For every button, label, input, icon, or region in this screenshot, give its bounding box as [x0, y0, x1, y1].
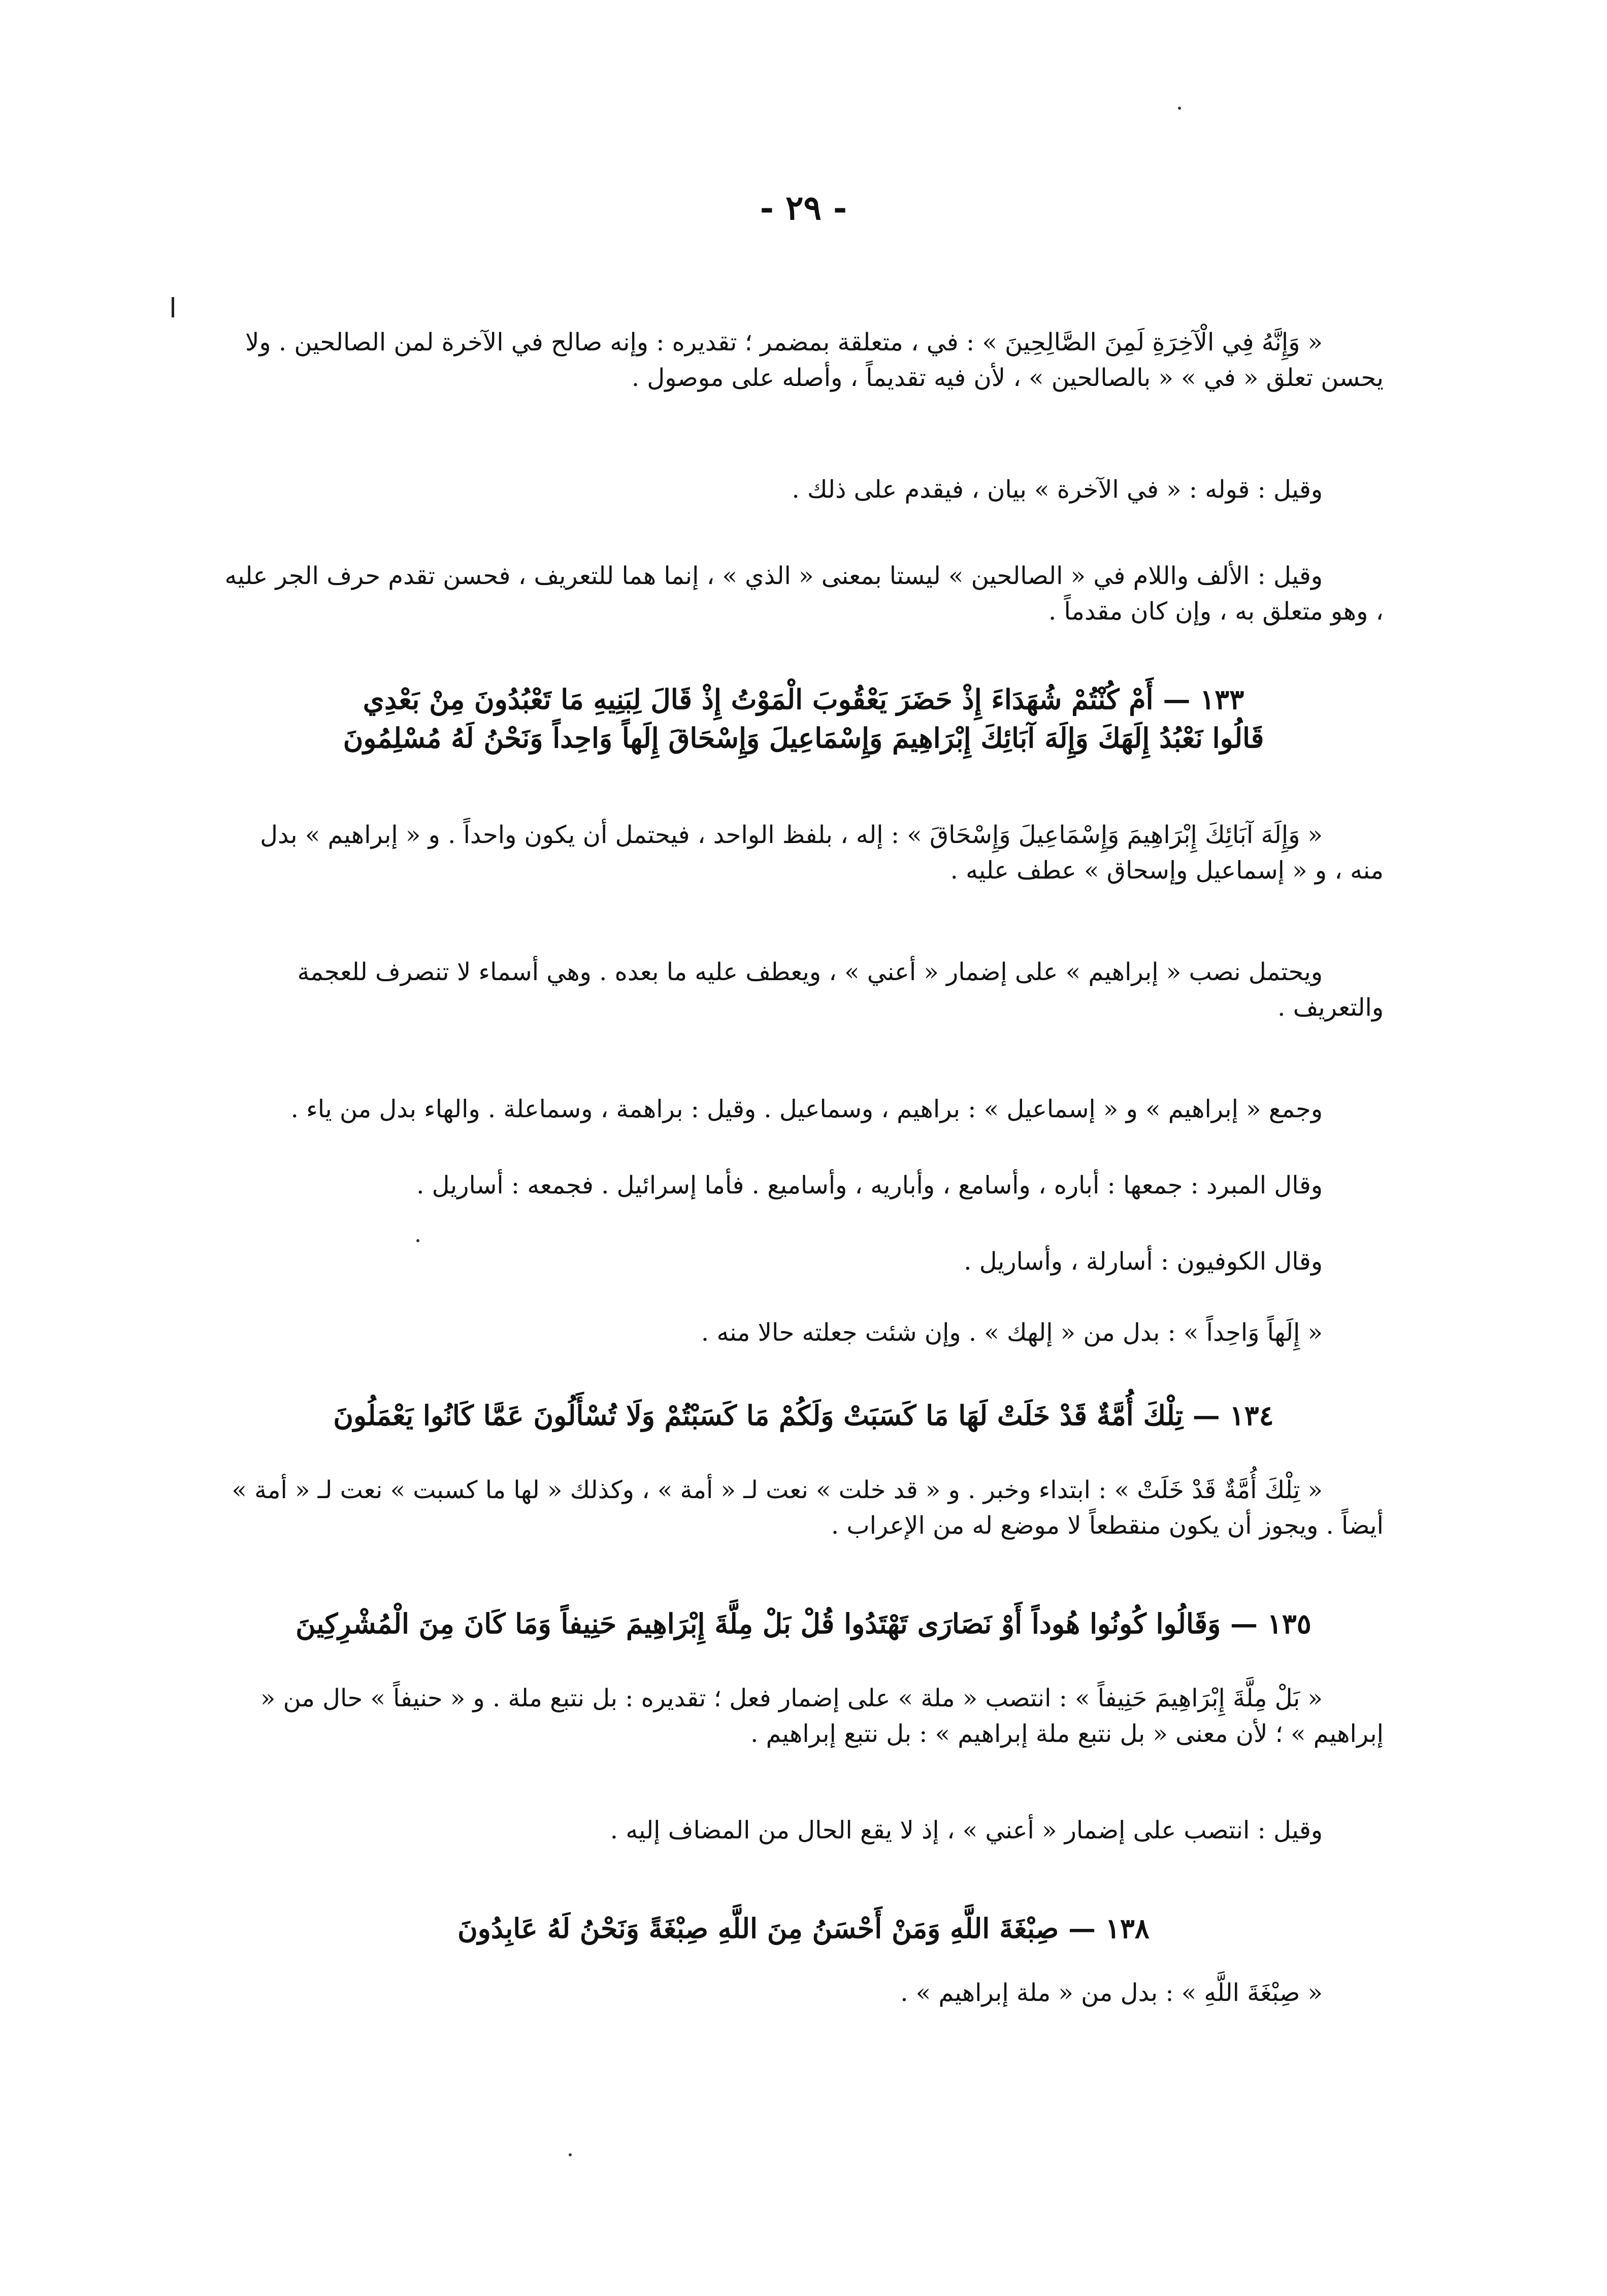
paragraph: وقيل : قوله : « في الآخرة » بيان ، فيقدم على ذلك . [792, 475, 1323, 504]
paragraph: « بَلْ مِلَّةَ إِبْرَاهِيمَ حَنِيفاً » : انتصب « ملة » على إضمار فعل ؛ تقديره : بل نتبع ملة . و « حنيفاً » حال من « إبراهيم » ؛ لأن معنى « بل نتبع ملة إبراهيم » : بل نتبع إبراهيم . [260, 1684, 1384, 1748]
paragraph: وقال الكوفيون : أسارلة ، وأساريل . [964, 1247, 1323, 1276]
paragraph: وقيل : انتصب على إضمار « أعني » ، إذ لا يقع الحال من المضاف إليه . [610, 1816, 1323, 1845]
scan-speck [1178, 107, 1181, 110]
verse-line: ١٣٥ — وَقَالُوا كُونُوا هُوداً أَوْ نَصَارَى تَهْتَدُوا قُلْ بَلْ مِلَّةَ إِبْرَاهِيمَ حَنِيفاً وَمَا كَانَ مِنَ الْمُشْرِكِينَ [296, 1607, 1311, 1640]
paragraph: « وَإِنَّهُ فِي الْآخِرَةِ لَمِنَ الصَّالِحِينَ » : في ، متعلقة بمضمر ؛ تقديره : وإنه صالح في الآخرة لمن الصالحين . ولا يحسن تعلق « في » « بالصالحين » ، لأن فيه تقديماً ، وأصله على موصول . [245, 328, 1384, 392]
quran-verse [284, 1910, 1323, 1948]
verse-line: قَالُوا نَعْبُدُ إِلَهَكَ وَإِلَهَ آبَائِكَ إِبْرَاهِيمَ وَإِسْمَاعِيلَ وَإِسْحَاقَ إِلَهاً وَاحِداً وَنَحْنُ لَهُ مُسْلِمُونَ [343, 721, 1264, 754]
paragraph: وجمع « إبراهيم » و « إسماعيل » : براهيم ، وسماعيل . وقيل : براهمة ، وسماعلة . والهاء بدل من ياء . [290, 1095, 1323, 1123]
page-number: - ٢٩ - [760, 188, 847, 228]
quran-verse [284, 681, 1323, 757]
paragraph: وقيل : الألف واللام في « الصالحين » ليستا بمعنى « الذي » ، إنما هما للتعريف ، فحسن تقدم حرف الجر عليه ، وهو متعلق به ، وإن كان مقدماً . [224, 562, 1384, 626]
paragraph: « وَإِلَهَ آبَائِكَ إِبْرَاهِيمَ وَإِسْمَاعِيلَ وَإِسْحَاقَ » : إله ، بلفظ الواحد ، فيحتمل أن يكون واحداً . و « إبراهيم » بدل منه ، و « إسماعيل وإسحاق » عطف عليه . [260, 821, 1384, 885]
scan-speck [569, 2153, 572, 2156]
paragraph: « إِلَهاً وَاحِداً » : بدل من « إلهك » . وإن شئت جعلته حالا منه . [701, 1318, 1323, 1347]
quran-verse [284, 1605, 1323, 1643]
verse-line: ١٣٨ — صِبْغَةَ اللَّهِ وَمَنْ أَحْسَنُ مِنَ اللَّهِ صِبْغَةً وَنَحْنُ لَهُ عَابِدُونَ [457, 1912, 1150, 1945]
paragraph: ويحتمل نصب « إبراهيم » على إضمار « أعني » ، ويعطف عليه ما بعده . وهي أسماء لا تنصرف للعجمة والتعريف . [297, 958, 1384, 1022]
margin-mark [172, 297, 174, 317]
verse-line: ١٣٤ — تِلْكَ أُمَّةٌ قَدْ خَلَتْ لَهَا مَا كَسَبَتْ وَلَكُمْ مَا كَسَبْتُمْ وَلَا تُسْأَلُونَ عَمَّا كَانُوا يَعْمَلُونَ [333, 1399, 1274, 1432]
paragraph: « تِلْكَ أُمَّةٌ قَدْ خَلَتْ » : ابتداء وخبر . و « قد خلت » نعت لـ « أمة » ، وكذلك « لها ما كسبت » نعت لـ « أمة » أيضاً . ويجوز أن يكون منقطعاً لا موضع له من الإعراب . [232, 1476, 1384, 1540]
paragraph: « صِبْغَةَ اللَّهِ » : بدل من « ملة إبراهيم » . [900, 1979, 1323, 2007]
verse-line: ١٣٣ — أَمْ كُنْتُمْ شُهَدَاءَ إِذْ حَضَرَ يَعْقُوبَ الْمَوْتُ إِذْ قَالَ لِبَنِيهِ مَا تَعْبُدُونَ مِنْ بَعْدِي [363, 683, 1244, 716]
quran-verse [284, 1397, 1323, 1435]
paragraph: وقال المبرد : جمعها : أباره ، وأسامع ، وأباريه ، وأساميع . فأما إسرائيل . فجمعه : أساريل . [416, 1171, 1323, 1200]
scan-speck [416, 1239, 419, 1242]
